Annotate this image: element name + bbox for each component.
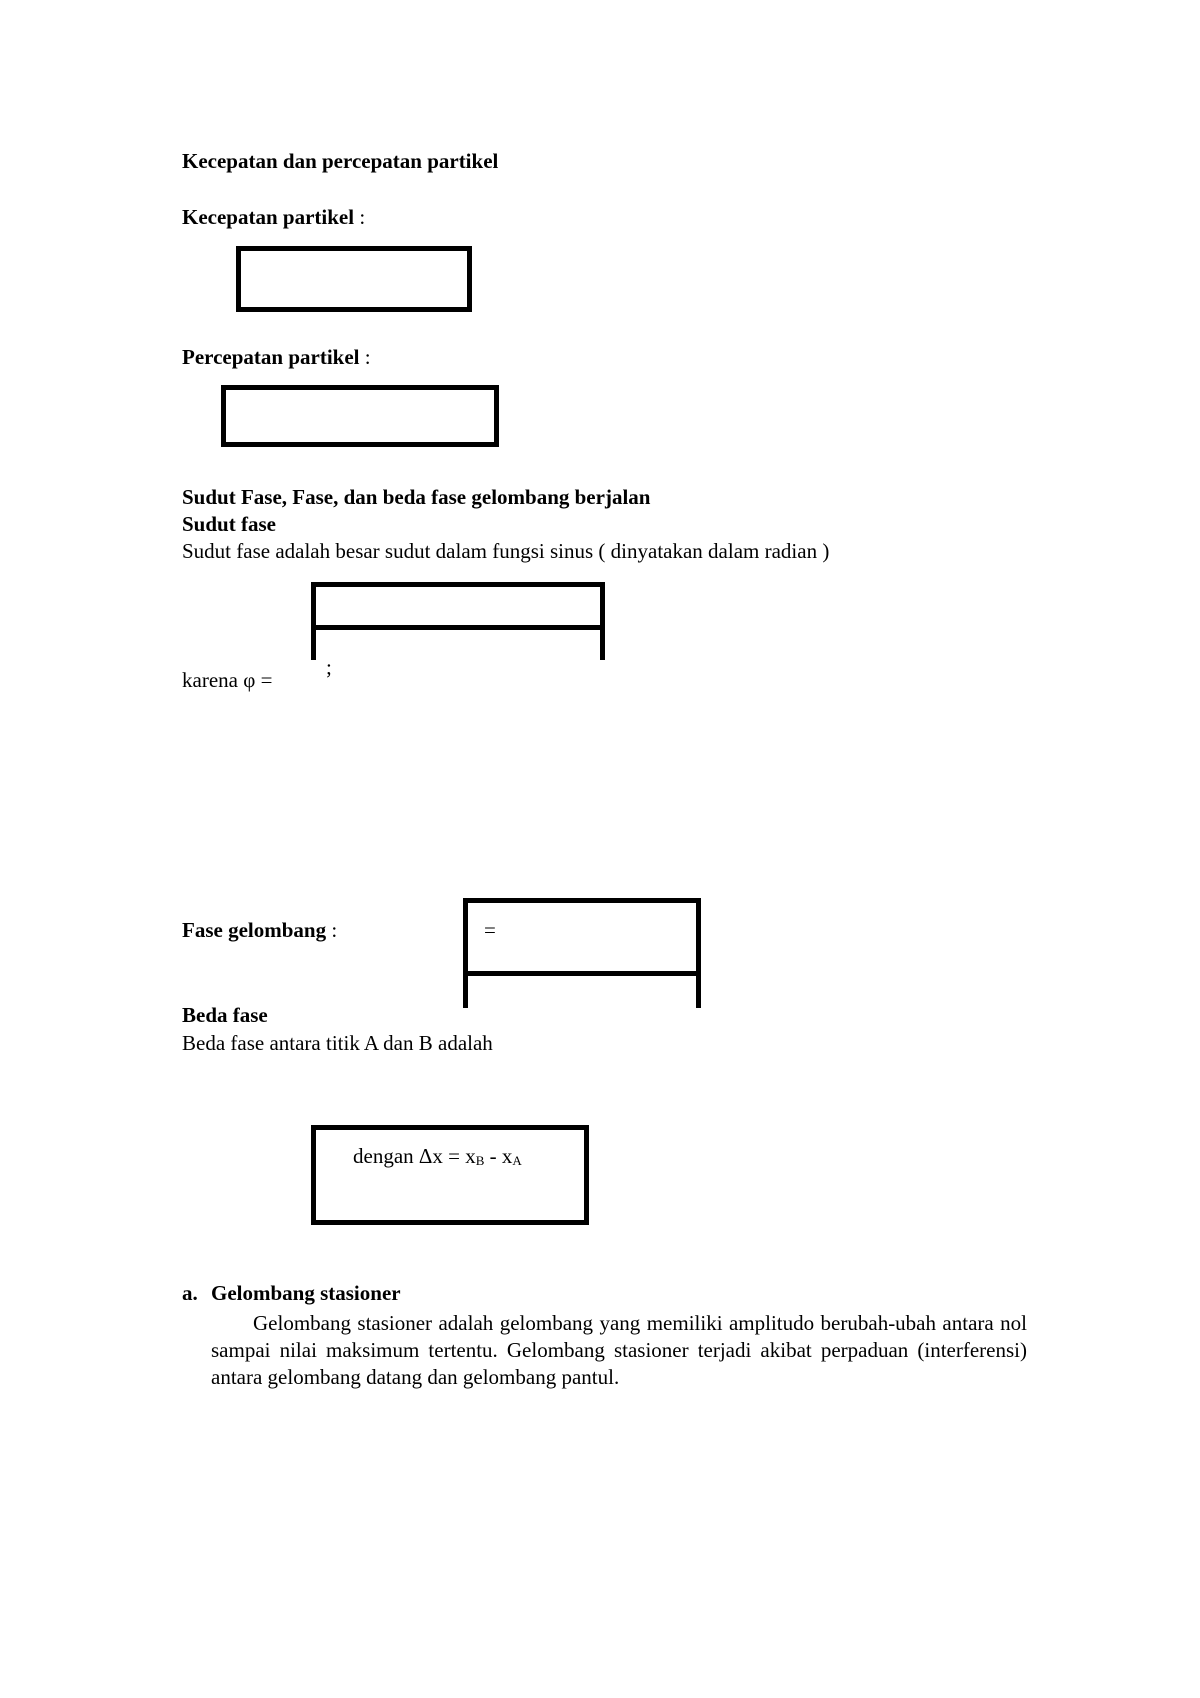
- subscript-a: A: [512, 1153, 522, 1168]
- sudut-fase-formula-box: [311, 582, 605, 630]
- sudut-fase-description: Sudut fase adalah besar sudut dalam fungsi sinus ( dinyatakan dalam radian ): [182, 539, 830, 563]
- sudut-fase-heading: Sudut fase: [182, 512, 276, 536]
- gelombang-stasioner-heading: Gelombang stasioner: [211, 1281, 401, 1305]
- section-title-kecepatan-percepatan: Kecepatan dan percepatan partikel: [182, 149, 499, 173]
- percepatan-partikel-label: Percepatan partikel: [182, 345, 360, 369]
- kecepatan-formula-box: [236, 246, 472, 312]
- delta-x-definition: [353, 1143, 522, 1174]
- fase-gelombang-line: [182, 917, 337, 943]
- colon: :: [359, 205, 366, 229]
- semicolon: ;: [326, 655, 332, 679]
- fase-equals-sign: =: [484, 918, 496, 942]
- gelombang-stasioner-paragraph: [211, 1310, 1027, 1391]
- delta-x-prefix: dengan Δx = x: [353, 1144, 476, 1168]
- fase-box-right-leg: [696, 971, 701, 1008]
- fase-gelombang-label: Fase gelombang: [182, 918, 327, 942]
- karena-phi-text: karena φ =: [182, 668, 273, 692]
- colon: :: [331, 918, 338, 942]
- list-marker-a: a.: [182, 1281, 198, 1305]
- kecepatan-partikel-label: Kecepatan partikel: [182, 205, 355, 229]
- kecepatan-partikel-line: [182, 204, 365, 230]
- section-title-sudut-fase: Sudut Fase, Fase, dan beda fase gelombang berjalan: [182, 485, 651, 509]
- minus-x: - x: [484, 1144, 513, 1168]
- percepatan-partikel-line: [182, 344, 371, 370]
- beda-fase-formula-box: [311, 1125, 589, 1225]
- fase-box-left-leg: [463, 971, 468, 1008]
- beda-fase-description: Beda fase antara titik A dan B adalah: [182, 1031, 493, 1055]
- percepatan-formula-box: [221, 385, 499, 447]
- beda-fase-heading: Beda fase: [182, 1003, 268, 1027]
- sudut-fase-box-right-leg: [600, 625, 605, 660]
- gelombang-stasioner-text: Gelombang stasioner adalah gelombang yang memiliki amplitudo berubah-ubah antara nol sampai nilai maksimum tertentu. Gelombang stasioner terjadi akibat perpaduan (interferensi) antara gelombang datang dan gelombang pantul.: [211, 1311, 1027, 1389]
- colon: :: [364, 345, 371, 369]
- fase-gelombang-formula-box: [463, 898, 701, 976]
- sudut-fase-box-left-leg: [311, 625, 316, 660]
- subscript-b: B: [475, 1153, 485, 1168]
